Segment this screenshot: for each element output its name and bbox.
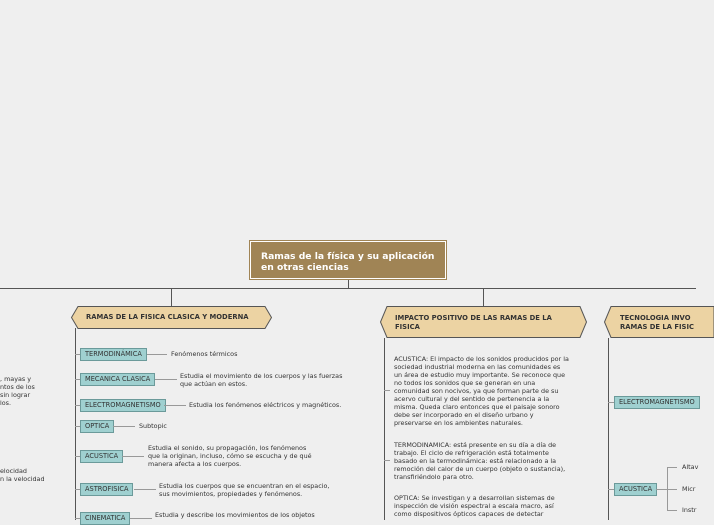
branch-connector-2 [483, 288, 484, 306]
branch-classic[interactable] [71, 306, 272, 329]
topic-electromagnetismo[interactable]: ELECTROMAGNETISMO [80, 399, 166, 412]
tech-sub-1: Altav [682, 463, 702, 471]
note-mecanica-clasica: Estudia el movimiento de los cuerpos y las fuerzas que actúan en estos. [180, 372, 355, 388]
tech-topic-electromagnetismo[interactable]: ELECTROMAGNETISMO [614, 396, 700, 409]
topic-acustica[interactable]: ACUSTICA [80, 450, 123, 463]
note-electromagnetismo: Estudia los fenómenos eléctricos y magnéticos. [189, 401, 359, 409]
branch-tech-label: TECNOLOGIA INVO RAMAS DE LA FISIC [620, 314, 710, 332]
tech-sub-3: Instr [682, 506, 702, 514]
tech-topic-acustica[interactable]: ACUSTICA [614, 483, 657, 496]
branch-tech[interactable] [604, 306, 714, 338]
note-cinematica: Estudia y describe los movimientos de los objetos [155, 511, 333, 519]
topic-optica[interactable]: OPTICA [80, 420, 114, 433]
note-astrofisica: Estudia los cuerpos que se encuentran en el espacio, sus movimientos, propiedades y fenómenos. [159, 482, 337, 498]
impact-note-acustica: ACUSTICA: El impacto de los sonidos producidos por la sociedad industrial moderna en las comunidades es un área de estudio muy importante. Se reconoce que no todos los sonidos que se generan en una comunidad son nocivos, ya que forman parte de su acervo cultural y del sentido de pertenencia a la misma. Queda claro entonces que el paisaje sonoro debe ser incorporado en el diseño urbano y preservarse en los ambientes naturales. [394, 355, 570, 427]
topic-astrofisica[interactable]: ASTROFISICA [80, 483, 133, 496]
branch-connector-1 [171, 288, 172, 306]
note-optica: Subtopic [139, 422, 199, 430]
central-topic[interactable] [250, 241, 446, 279]
branch-impact-label: IMPACTO POSITIVO DE LAS RAMAS DE LA FISICA [395, 314, 570, 332]
central-title: Ramas de la física y su aplicación en otras ciencias [261, 251, 434, 273]
clipped-note-1: , mayas y ntos de los sin lograr los. [0, 375, 35, 407]
note-acustica: Estudia el sonido, su propagación, los fenómenos que la originan, incluso, cómo se escucha y de qué manera afecta a los cuerpos. [148, 444, 320, 468]
classic-spine [75, 328, 76, 520]
impact-note-optica: OPTICA: Se investigan y a desarrollan sistemas de inspección de visión espectral a escala macro, así como dispositivos ópticos capaces de detectar [394, 494, 570, 518]
central-connector [348, 279, 349, 288]
impact-note-termodinamica: TERMODINAMICA: está presente en su día a día de trabajo. El ciclo de refrigeración está totalmente basado en la termodinámica: está relacionado a la remoción del calor de un cuerpo (objeto o sustancia), transfiriéndolo para otro. [394, 441, 570, 481]
branch-impact[interactable] [380, 306, 587, 338]
clipped-note-2: elocidad n la velocidad [0, 467, 45, 483]
impact-spine [384, 338, 385, 520]
topic-termodinamica[interactable]: TERMODINÁMICA [80, 348, 147, 361]
topic-mecanica-clasica[interactable]: MECANICA CLASICA [80, 373, 155, 386]
note-termodinamica: Fenómenos térmicos [171, 350, 331, 358]
tech-sub-2: Micr [682, 485, 702, 493]
main-connector [0, 288, 696, 289]
branch-classic-label: RAMAS DE LA FISICA CLASICA Y MODERNA [86, 313, 249, 321]
tech-spine [608, 338, 609, 520]
topic-cinematica[interactable]: CINEMATICA [80, 512, 130, 525]
